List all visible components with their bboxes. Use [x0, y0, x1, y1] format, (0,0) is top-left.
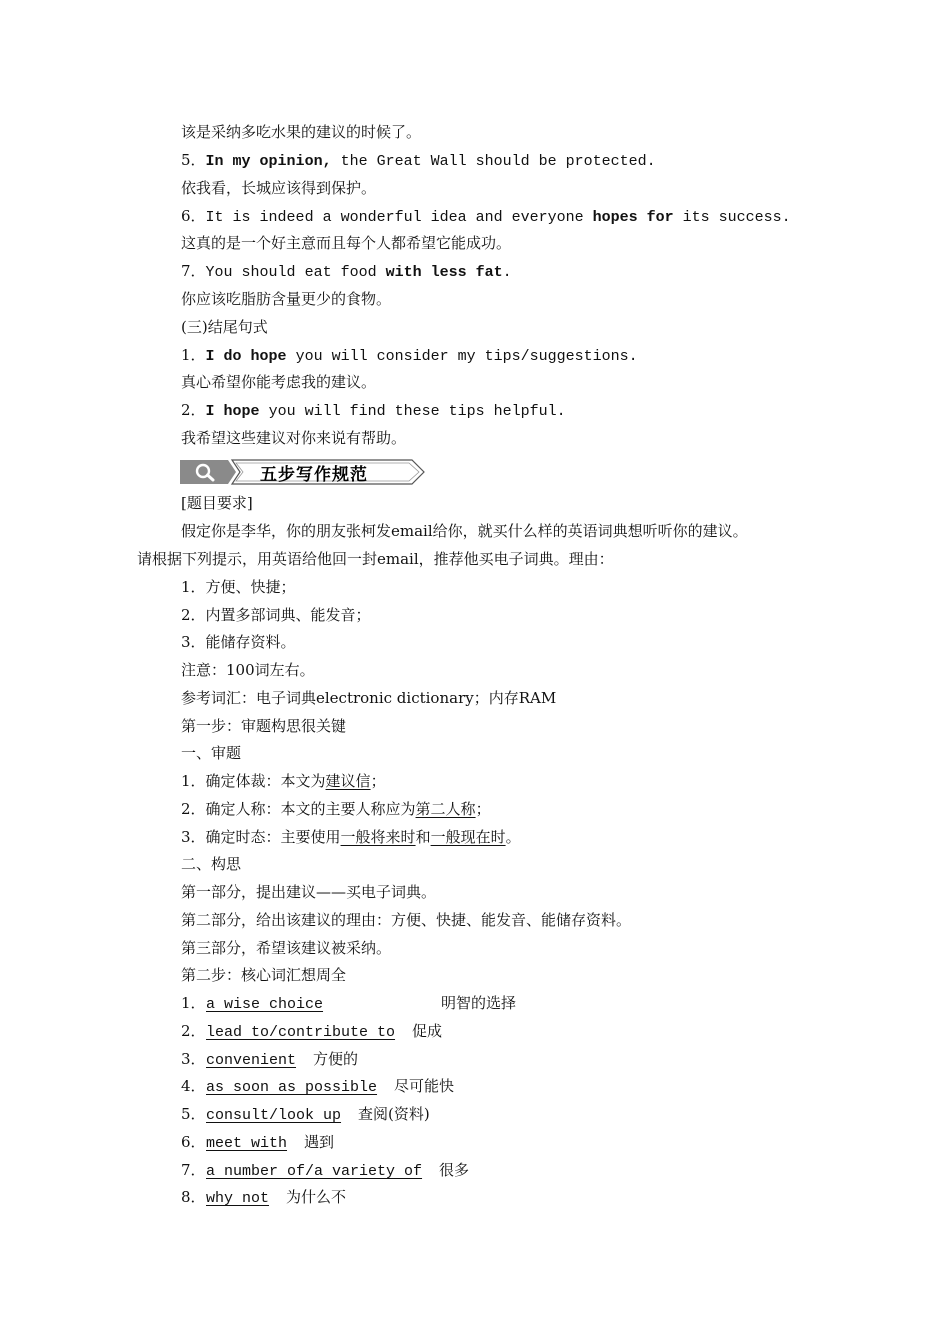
- plan-part: 第一部分，提出建议——买电子词典。: [181, 883, 437, 901]
- review-item-tense: [181, 827, 521, 847]
- item-number: 3．: [181, 1050, 206, 1068]
- review-item-person: [181, 799, 491, 819]
- sentence-text: You should eat food: [205, 264, 386, 281]
- vocab-english: as soon as possible: [206, 1079, 378, 1096]
- key-phrase: In my opinion,: [205, 153, 332, 170]
- item-text: 1．确定体裁：本文为: [181, 772, 326, 790]
- sentence-translation: 该是采纳多吃水果的建议的时候了。: [181, 123, 422, 141]
- item-text: 和: [415, 828, 431, 846]
- plan-part: 第三部分，希望该建议被采纳。: [181, 939, 392, 957]
- item-number: 7．: [181, 1161, 206, 1179]
- task-label: [题目要求]: [181, 494, 253, 512]
- task-paragraph: 假定你是李华，你的朋友张柯发email给你，就买什么样的英语词典想听听你的建议。: [181, 522, 748, 540]
- answer-blank: 一般将来时: [340, 828, 416, 846]
- closing-sentence-2: [181, 400, 566, 422]
- vocab-chinese: 查阅(资料): [358, 1105, 430, 1123]
- vocab-english: lead to/contribute to: [206, 1024, 396, 1041]
- item-number: 4．: [181, 1077, 206, 1095]
- item-text: ；: [475, 800, 491, 818]
- vocab-english: a number of/a variety of: [206, 1163, 423, 1180]
- task-paragraph-continued: 请根据下列提示，用英语给他回一封email，推荐他买电子词典。理由：: [137, 550, 614, 568]
- word-count-note: 注意：100词左右。: [181, 661, 315, 679]
- reference-vocabulary: 参考词汇：电子词典electronic dictionary；内存RAM: [181, 689, 557, 707]
- vocab-item: [181, 993, 516, 1015]
- vocab-item: [181, 1132, 334, 1154]
- answer-blank: 一般现在时: [430, 828, 506, 846]
- item-number: 8．: [181, 1188, 206, 1206]
- vocab-chinese: 方便的: [313, 1050, 359, 1068]
- item-number: 6．: [181, 1133, 206, 1151]
- subsection-heading: 二、构思: [181, 855, 242, 873]
- sentence-text: its success.: [673, 209, 791, 226]
- answer-blank: 建议信: [325, 772, 371, 790]
- vocab-chinese: 为什么不: [286, 1188, 347, 1206]
- sentence-text: .: [502, 264, 512, 281]
- sentence-translation: 你应该吃脂肪含量更少的食物。: [181, 290, 392, 308]
- sentence-translation: 依我看，长城应该得到保护。: [181, 179, 377, 197]
- item-text: 。: [505, 828, 521, 846]
- item-number: 2．: [181, 401, 206, 419]
- subsection-heading: 一、审题: [181, 744, 242, 762]
- vocab-english: a wise choice: [206, 996, 324, 1013]
- vocab-item: [181, 1021, 442, 1043]
- vocab-chinese: 促成: [412, 1022, 443, 1040]
- vocab-chinese: 明智的选择: [441, 994, 517, 1012]
- vocab-item: [181, 1076, 454, 1098]
- item-text: ；: [370, 772, 386, 790]
- vocab-chinese: 很多: [439, 1161, 470, 1179]
- sentence-text: you will find these tips helpful.: [259, 403, 566, 420]
- example-sentence-7: [181, 261, 512, 283]
- item-text: 2．确定人称：本文的主要人称应为: [181, 800, 416, 818]
- vocab-chinese: 尽可能快: [394, 1077, 455, 1095]
- sentence-translation: 我希望这些建议对你来说有帮助。: [181, 429, 407, 447]
- vocab-english: meet with: [206, 1135, 288, 1152]
- vocab-english: why not: [206, 1190, 270, 1207]
- step-title: 第一步：审题构思很关键: [181, 717, 347, 735]
- item-number: 2．: [181, 1022, 206, 1040]
- banner-title: 五步写作规范: [260, 465, 368, 485]
- vocab-item: [181, 1104, 430, 1126]
- reason-item: 1．方便、快捷；: [181, 578, 296, 596]
- item-text: 3．确定时态：主要使用: [181, 828, 341, 846]
- item-number: 1．: [181, 346, 206, 364]
- vocab-english: convenient: [206, 1052, 297, 1069]
- key-phrase: I hope: [205, 403, 260, 420]
- closing-sentence-1: [181, 345, 638, 367]
- sentence-translation: 真心希望你能考虑我的建议。: [181, 373, 377, 391]
- plan-part: 第二部分，给出该建议的理由：方便、快捷、能发音、能储存资料。: [181, 911, 632, 929]
- sentence-translation: 这真的是一个好主意而且每个人都希望它能成功。: [181, 234, 512, 252]
- example-sentence-6: [181, 206, 791, 228]
- key-phrase: with less fat: [385, 264, 503, 281]
- vocab-item: [181, 1187, 346, 1209]
- section-heading: (三)结尾句式: [181, 318, 268, 336]
- section-banner: [180, 458, 428, 486]
- step-title: 第二步：核心词汇想周全: [181, 966, 347, 984]
- vocab-item: [181, 1049, 358, 1071]
- sentence-text: the Great Wall should be protected.: [331, 153, 656, 170]
- key-phrase: I do hope: [205, 348, 287, 365]
- key-phrase: hopes for: [592, 209, 674, 226]
- item-number: 5．: [181, 151, 206, 169]
- item-number: 6．: [181, 207, 206, 225]
- answer-blank: 第二人称: [415, 800, 476, 818]
- vocab-chinese: 遇到: [304, 1133, 335, 1151]
- reason-item: 2．内置多部词典、能发音；: [181, 606, 371, 624]
- item-number: 5．: [181, 1105, 206, 1123]
- reason-item: 3．能储存资料。: [181, 633, 296, 651]
- example-sentence-5: [181, 150, 656, 172]
- sentence-text: It is indeed a wonderful idea and everyone: [205, 209, 593, 226]
- item-number: 7．: [181, 262, 206, 280]
- vocab-item: [181, 1160, 469, 1182]
- sentence-text: you will consider my tips/suggestions.: [286, 348, 638, 365]
- item-number: 1．: [181, 994, 206, 1012]
- review-item-genre: [181, 771, 386, 791]
- vocab-english: consult/look up: [206, 1107, 342, 1124]
